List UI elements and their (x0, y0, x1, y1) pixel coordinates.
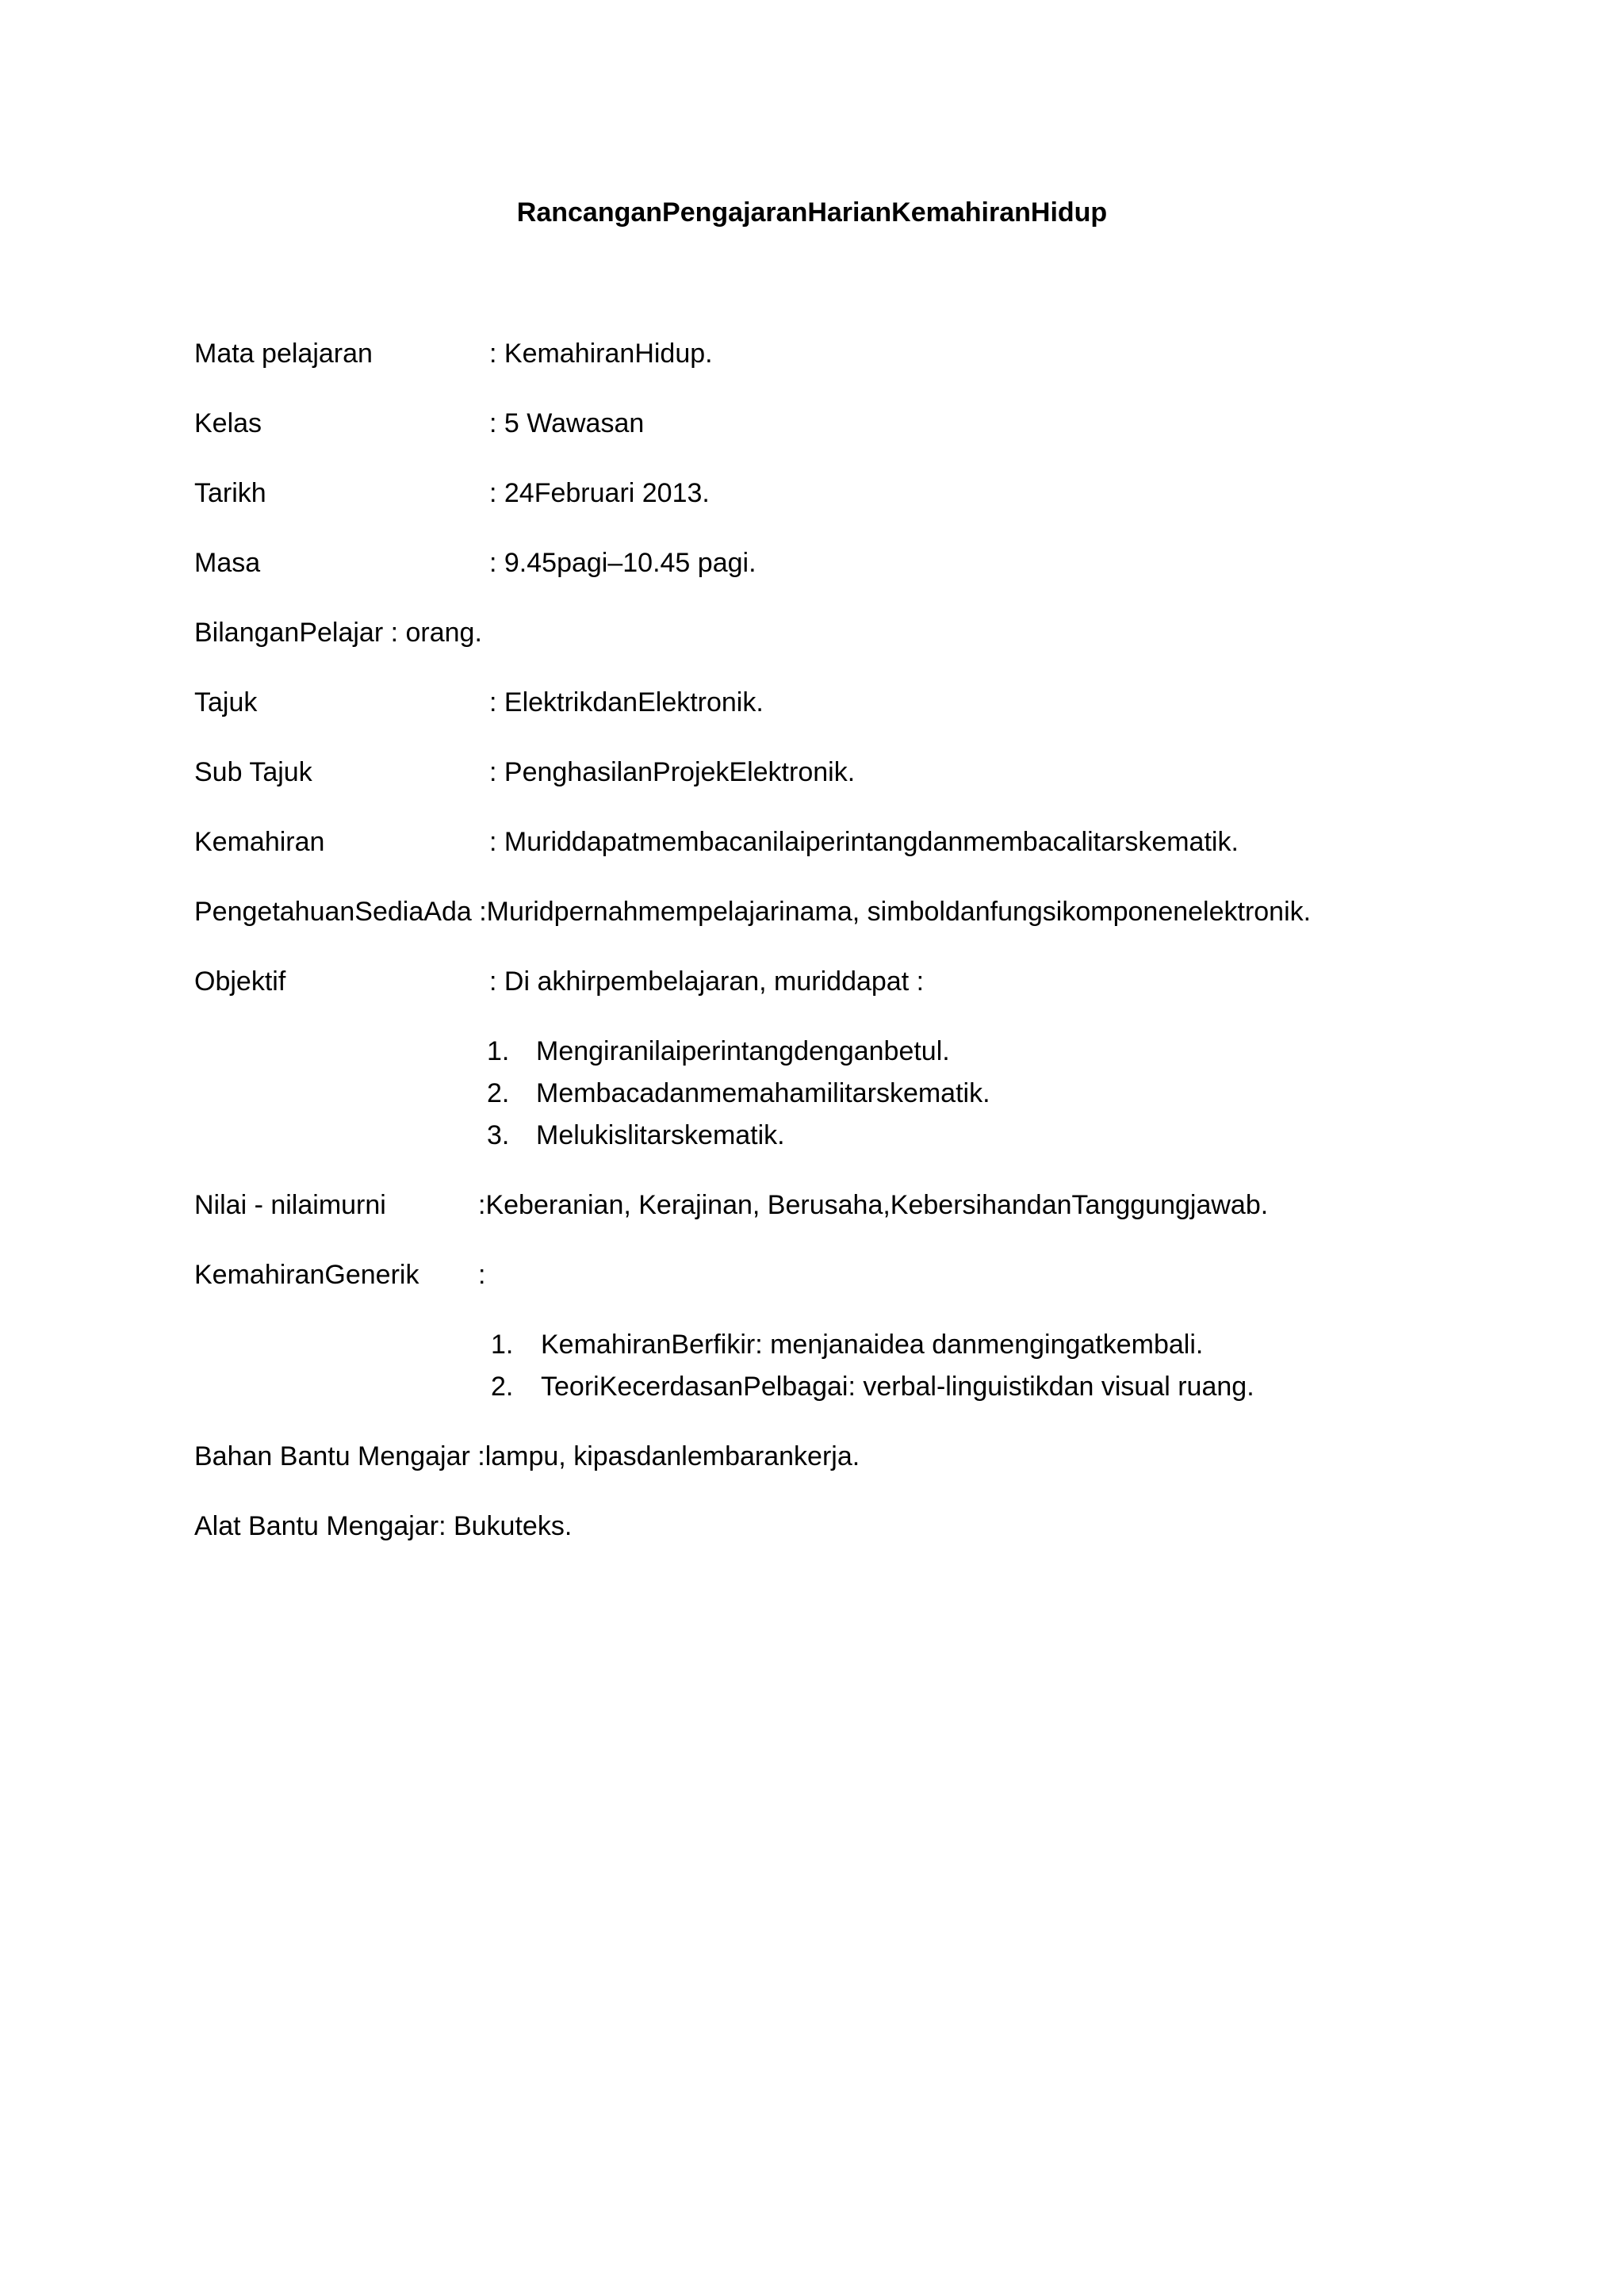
objektif-label: Objektif (194, 966, 286, 997)
objektif-item-number: 3. (487, 1120, 510, 1150)
document-title: RancanganPengajaranHarianKemahiranHidup (516, 197, 1108, 228)
kemahiran-generik-item-number: 1. (491, 1330, 514, 1360)
bilangan-pelajar-line: BilanganPelajar : orang. (194, 618, 482, 648)
tarikh-value: : 24Februari 2013. (489, 478, 710, 508)
kemahiran-value: : Muriddapatmembacanilaiperintangdanmembacalitarskematik. (489, 827, 1239, 857)
masa-label: Masa (194, 548, 261, 578)
nilai-murni-value: :Keberanian, Kerajinan, Berusaha,KebersihandanTanggungjawab. (478, 1190, 1269, 1220)
objektif-item-text: Mengiranilaiperintangdenganbetul. (536, 1036, 950, 1066)
objektif-value: : Di akhirpembelajaran, muriddapat : (489, 966, 925, 997)
kelas-value: : 5 Wawasan (489, 408, 645, 438)
objektif-item-text: Membacadanmemahamilitarskematik. (536, 1078, 990, 1108)
objektif-item-text: Melukislitarskematik. (536, 1120, 785, 1150)
masa-value: : 9.45pagi–10.45 pagi. (489, 548, 756, 578)
kemahiran-generik-item-number: 2. (491, 1372, 514, 1402)
kemahiran-generik-item-text: KemahiranBerfikir: menjanaidea danmengingatkembali. (541, 1330, 1204, 1360)
sub-tajuk-label: Sub Tajuk (194, 757, 312, 787)
objektif-item-number: 1. (487, 1036, 510, 1066)
mata-pelajaran-value: : KemahiranHidup. (489, 339, 713, 369)
kemahiran-generik-item-text: TeoriKecerdasanPelbagai: verbal-linguistikdan visual ruang. (541, 1372, 1254, 1402)
kemahiran-label: Kemahiran (194, 827, 325, 857)
tajuk-value: : ElektrikdanElektronik. (489, 687, 764, 718)
alat-bantu-mengajar-line: Alat Bantu Mengajar: Bukuteks. (194, 1511, 573, 1541)
kemahiran-generik-colon: : (478, 1260, 486, 1290)
mata-pelajaran-label: Mata pelajaran (194, 339, 373, 369)
nilai-murni-label: Nilai - nilaimurni (194, 1190, 386, 1220)
pengetahuan-sedia-ada-line: PengetahuanSediaAda :Muridpernahmempelajarinama, simboldanfungsikomponenelektronik. (194, 897, 1312, 927)
kelas-label: Kelas (194, 408, 262, 438)
kemahiran-generik-label: KemahiranGenerik (194, 1260, 419, 1290)
objektif-item-number: 2. (487, 1078, 510, 1108)
bahan-bantu-mengajar-line: Bahan Bantu Mengajar :lampu, kipasdanlembarankerja. (194, 1441, 860, 1471)
tajuk-label: Tajuk (194, 687, 258, 718)
tarikh-label: Tarikh (194, 478, 266, 508)
sub-tajuk-value: : PenghasilanProjekElektronik. (489, 757, 856, 787)
